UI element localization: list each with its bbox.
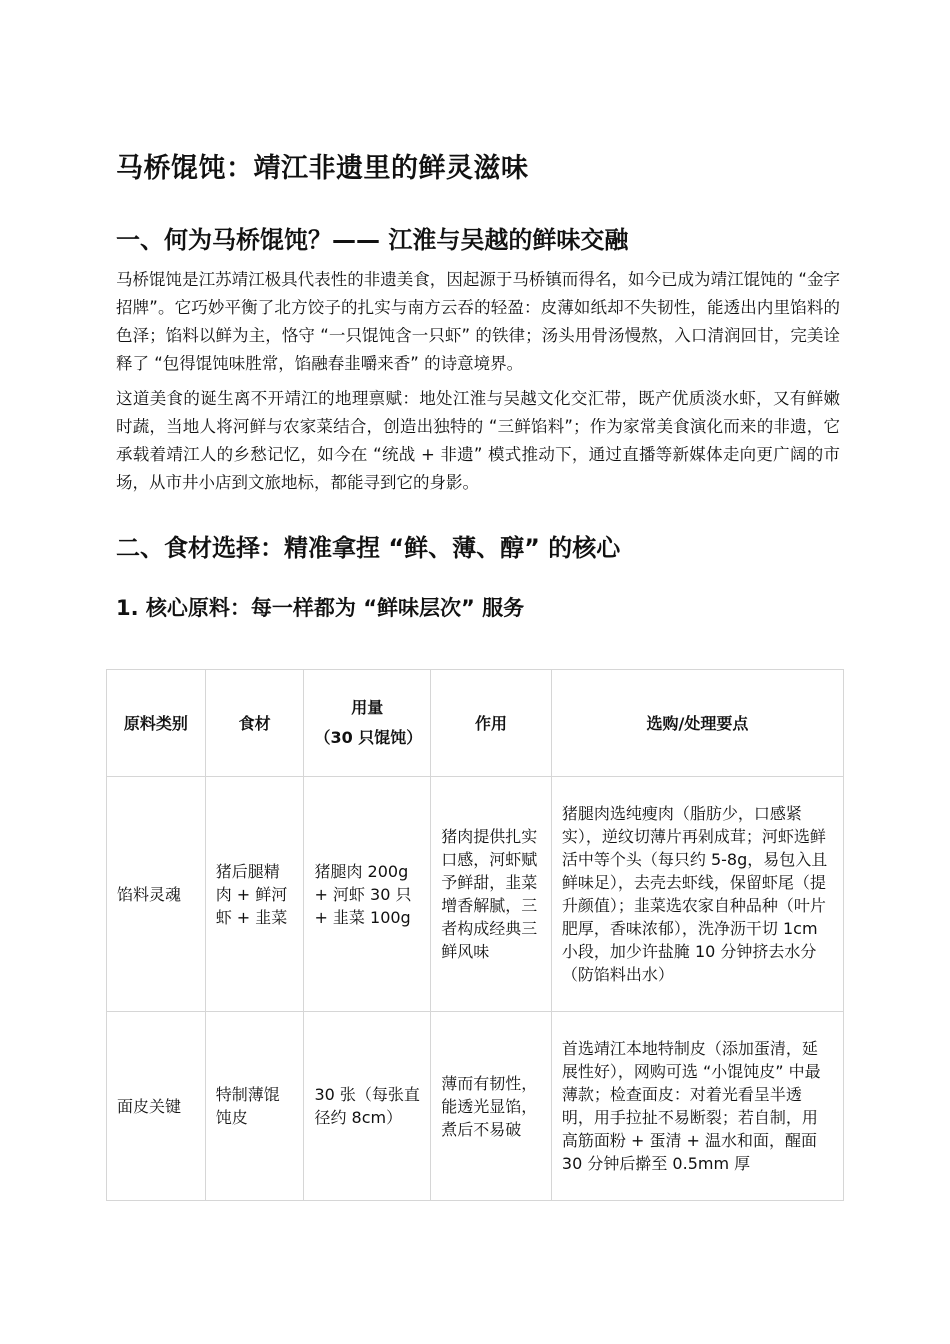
table-header-row — [107, 670, 844, 777]
page-title: 马桥馄饨：靖江非遗里的鲜灵滋味 — [116, 153, 529, 184]
header-category: 原料类别 — [107, 670, 206, 777]
section1-heading: 一、何为马桥馄饨？—— 江淮与吴越的鲜味交融 — [116, 226, 629, 254]
header-purpose: 作用 — [431, 670, 552, 777]
row2-tips: 首选靖江本地特制皮（添加蛋清，延展性好），网购可选 “小馄饨皮” 中最薄款；检查面皮：对着光看呈半透明，用手拉扯不易断裂；若自制，用高筋面粉 + 蛋清 + 温水和面，醒面 30 分钟后擀至 0.5mm 厚 — [551, 1012, 843, 1201]
row1-purpose: 猪肉提供扎实口感，河虾赋予鲜甜，韭菜增香解腻，三者构成经典三鲜风味 — [431, 777, 552, 1012]
header-ingredient: 食材 — [205, 670, 304, 777]
section1-paragraph-1: 马桥馄饨是江苏靖江极具代表性的非遗美食，因起源于马桥镇而得名，如今已成为靖江馄饨的 “金字招牌”。它巧妙平衡了北方饺子的扎实与南方云吞的轻盈：皮薄如纸却不失韧性，能透出内里馅料的色泽；馅料以鲜为主，恪守 “一只馄饨含一只虾” 的铁律；汤头用骨汤慢熬，入口清润回甘，完美诠释了 “包得馄饨味胜常，馅融春韭嚼来香” 的诗意境界。 — [116, 270, 840, 373]
section1-paragraph-2: 这道美食的诞生离不开靖江的地理禀赋：地处江淮与吴越文化交汇带，既产优质淡水虾，又有鲜嫩时蔬，当地人将河鲜与农家菜结合，创造出独特的 “三鲜馅料”；作为家常美食演化而来的非遗，它承载着靖江人的乡愁记忆，如今在 “统战 + 非遗” 模式推动下，通过直播等新媒体走向更广阔的市场，从市井小店到文旅地标，都能寻到它的身影。 — [116, 389, 840, 492]
header-tips: 选购/处理要点 — [551, 670, 843, 777]
row2-category: 面皮关键 — [107, 1012, 206, 1201]
row1-ingredient: 猪后腿精肉 + 鲜河虾 + 韭菜 — [205, 777, 304, 1012]
row2-amount: 30 张（每张直径约 8cm） — [304, 1012, 431, 1201]
row2-ingredient: 特制薄馄饨皮 — [205, 1012, 304, 1201]
ingredients-table — [106, 669, 844, 1201]
subsection-core-ingredients-heading: 1. 核心原料：每一样都为 “鲜味层次” 服务 — [116, 596, 525, 620]
table-row — [107, 777, 844, 1012]
row2-purpose: 薄而有韧性，能透光显馅，煮后不易破 — [431, 1012, 552, 1201]
header-amount: 用量 （30 只馄饨） — [304, 670, 431, 777]
row1-category: 馅料灵魂 — [107, 777, 206, 1012]
row1-tips: 猪腿肉选纯瘦肉（脂肪少，口感紧实），逆纹切薄片再剁成茸；河虾选鲜活中等个头（每只约 5-8g，易包入且鲜味足），去壳去虾线，保留虾尾（提升颜值）；韭菜选农家自种品种（叶片肥厚，香味浓郁），洗净沥干切 1cm 小段，加少许盐腌 10 分钟挤去水分（防馅料出水） — [551, 777, 843, 1012]
row1-amount: 猪腿肉 200g + 河虾 30 只 + 韭菜 100g — [304, 777, 431, 1012]
section2-heading: 二、食材选择：精准拿捏 “鲜、薄、醇” 的核心 — [116, 534, 621, 562]
table-row — [107, 1012, 844, 1201]
